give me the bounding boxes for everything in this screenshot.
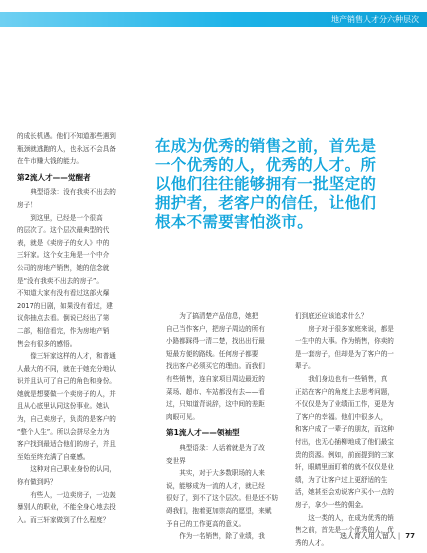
text-line: 小路都踩得一清二楚，找出出行最 — [166, 337, 265, 346]
text-line: 在牛市赚大钱的能力。 — [17, 157, 83, 166]
text-line: 至始至终充满了自豪感。 — [17, 452, 90, 461]
text-line: 说，能够成为一流的人才，就已经 — [166, 481, 265, 490]
header-title: 地产销售人才分六种层次 — [331, 15, 419, 24]
text-line: 们到底还应该追求什么？ — [295, 312, 368, 320]
pull-quote-line: 根本不需要害怕淡市。 — [155, 213, 314, 231]
text-line: 予自己的工作更高的意义。 — [166, 519, 246, 528]
text-line: 这种对自己职业身份的认同， — [30, 465, 116, 474]
text-line: 过，只知道背说辞，这中间的差距 — [166, 400, 265, 409]
column-middle — [166, 310, 282, 543]
text-line: 不仅仅是为了业绩而工作，更是为 — [295, 400, 394, 409]
text-line: 一生中的大事。作为销售，你卖的 — [295, 337, 394, 346]
page-number: 77 — [405, 532, 415, 540]
page-footer — [340, 531, 415, 541]
text-line: 典型语录：人话着就是为了改 — [179, 443, 265, 452]
column-left — [17, 130, 145, 526]
text-line: 肉眼可见。 — [166, 412, 199, 421]
text-line: 付出，也无心插柳地成了他们最宝 — [295, 437, 394, 446]
header-bar — [0, 12, 427, 27]
pull-quote-line: 拥护者，老客户的信任，让他们 — [155, 194, 377, 212]
text-line: 你有做到吗？ — [17, 478, 57, 487]
text-line: 的层次了。这个层次最典型的代 — [17, 226, 110, 235]
text-line: 轩，眼睛里面盯着的就不仅仅是业 — [295, 463, 394, 472]
text-line: 辈子。 — [295, 362, 315, 371]
text-line: 正站在客户的角度上去思考问题， — [295, 387, 394, 396]
pull-quote-line: 在成为优秀的销售之前，首先是 — [155, 137, 377, 155]
text-line: 客户找到最适合他们的房子，并且 — [17, 440, 116, 449]
text-line: 典型语录：没有我卖不出去的 — [30, 188, 116, 197]
text-line: 她就是想要做一个卖房子的人，并 — [17, 389, 116, 398]
text-line: 售会有很多的感悟。 — [17, 339, 77, 348]
text-line: 为，自己卖房子，负责的是客户的 — [17, 415, 116, 424]
text-line: 房子！ — [17, 200, 37, 209]
text-line: “整个人生”。所以会拼尽全力为 — [17, 427, 110, 436]
text-line: 菜场、超市、车站都没有去——看 — [166, 387, 265, 396]
text-line: 像三轩家这样的人才，和普通 — [30, 352, 116, 361]
text-line: 为了搞清楚产品信息，她把 — [179, 312, 259, 320]
text-line: 的成长机遇。他们不知道那些遇到 — [17, 132, 116, 140]
pull-quote — [155, 137, 405, 232]
section-heading-1st: 第1流人才——领袖型 — [166, 428, 240, 438]
text-line: 我们身边也有一些销售，真 — [308, 374, 388, 383]
footer-separator: | — [397, 532, 401, 540]
text-line: 人最大的不同，就在于她充分地认 — [17, 364, 116, 373]
text-line: 很好了，到不了这个层次。但是还不妨 — [166, 494, 279, 503]
text-line: 碍我们，抱着更加崇高的愿望，来赋 — [166, 506, 272, 515]
text-line: 二部，相信看完，作为房地产销 — [17, 326, 110, 335]
text-line: 表，就是《卖房子的女人》中的 — [17, 238, 110, 247]
text-line: 秀的人才。 — [295, 538, 328, 547]
text-line: 活，她甚至会劝说客户买小一点的 — [295, 488, 394, 497]
text-line: 有些销售，连自家项目周边最近的 — [166, 374, 265, 383]
text-line: 售之前，首先是一个优秀的人，优 — [295, 526, 394, 535]
text-line: 自己当作客户，把房子周边的所有 — [166, 324, 265, 333]
text-line: 是“没有我卖不出去的房子”。 — [17, 276, 103, 285]
text-line: 入。而三轩家做到了什么程度？ — [17, 515, 110, 524]
text-line: 找出客户必须买它的理由。而我们 — [166, 362, 265, 371]
text-line: 贵的资源。例如，前面提到的三家 — [295, 450, 394, 459]
text-line: 这一类的人，在成为优秀的销 — [308, 513, 394, 522]
text-line: 作为一名销售，除了业绩，我 — [179, 532, 265, 541]
pull-quote-line: 以他们往往能够拥有一批坚定的 — [155, 175, 377, 193]
text-line: 有些人，一边卖房子，一边轰 — [30, 490, 116, 499]
section-heading-2nd: 第2流人才——觉醒者 — [17, 172, 91, 182]
text-line: 公司的房地产销售，她的信念就 — [17, 263, 110, 272]
text-line: 其实，对于大多数职场的人来 — [179, 469, 265, 478]
text-line: 且从心底里认同这份事业。她认 — [17, 402, 110, 411]
text-line: 短最方便的路线。任何房子都要 — [166, 349, 259, 358]
text-line: 暴别人的职业，不能全身心地去投 — [17, 503, 116, 512]
text-line: 变世界 — [166, 456, 186, 465]
text-line: 和客户成了一辈子的朋友，而这种 — [295, 425, 394, 434]
text-line: 房子对于很多家庭来说，都是 — [308, 324, 394, 333]
text-line: 识并且认可了自己的角色和身份。 — [17, 377, 116, 386]
text-line: 不知道大家有没有看过这部火爆 — [17, 289, 110, 298]
text-line: 是一套房子，但却是为了客户的一 — [295, 349, 394, 358]
text-line: 议你抽点去看。倒说已经出了第 — [17, 314, 110, 323]
text-line: 到这里，已经是一个很高 — [30, 213, 103, 222]
text-line: 房子，拿少一些的佣金。 — [295, 500, 368, 509]
text-line: 绩，为了让客户过上更舒适的生 — [295, 475, 388, 484]
text-line: 三轩家。这个女主角是一个中介 — [17, 251, 110, 260]
text-line: 了客户的幸福。他们中很多人， — [295, 412, 388, 421]
text-line: 2017的日剧，如果没有看过，建 — [17, 301, 113, 310]
magazine-name: 选人育人用人留人 — [339, 532, 396, 540]
column-right — [295, 310, 413, 549]
pull-quote-line: 一个优秀的人，优秀的人才。所 — [155, 156, 377, 174]
text-line: 瓶颈就逃跑的人，也永远不会具备 — [17, 144, 116, 153]
